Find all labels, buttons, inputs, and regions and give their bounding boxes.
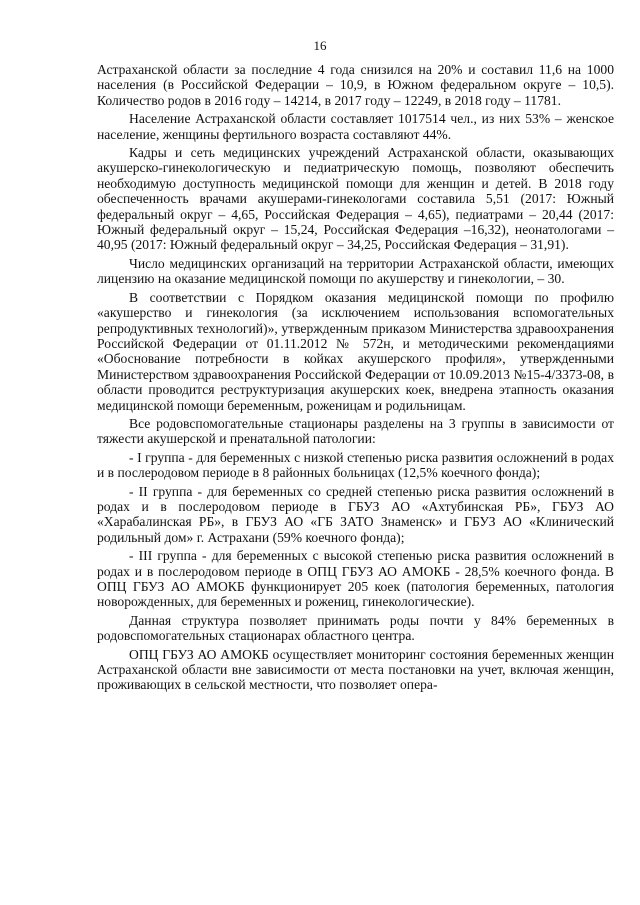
paragraph-groups-intro: Все родовспомогательные стационары разделены на 3 группы в зависимости от тяжести акушерской и пренатальной патологии: bbox=[97, 415, 614, 447]
paragraph-monitoring: ОПЦ ГБУЗ АО АМОКБ осуществляет мониторинг состояния беременных женщин Астраханской области вне зависимости от места постановки на учет, включая женщин, проживающих в сельской местности, что позволяет опера- bbox=[97, 646, 614, 693]
page-number: 16 bbox=[313, 38, 327, 53]
paragraph-birth-rate: Астраханской области за последние 4 года снизился на 20% и составил 11,6 на 1000 населения (в Российской Федерации – 10,9, в Южном федеральном округе – 10,5). Количество родов в 2016 году – 14214, в 2017 году – 12249, в 2018 году – 11781. bbox=[97, 62, 614, 108]
paragraph-structure: Данная структура позволяет принимать роды почти у 84% беременных в родовспомогательных стационарах областного центра. bbox=[97, 612, 614, 644]
paragraph-staffing: Кадры и сеть медицинских учреждений Астраханской области, оказывающих акушерско-гинекологическую и педиатрическую помощь, позволяют обеспечить необходимую доступность медицинской помощи для женщин и детей. В 2018 году обеспеченность врачами акушерами-гинекологами составила 5,51 (2017: Южный федеральный округ – 4,65, Российская Федерация – 4,65), педиатрами – 20,44 (2017: Южный федеральный округ – 15,24, Российская Федерация –16,32), неонатологами – 40,95 (2017: Южный федеральный округ – 34,25, Российская Федерация – 31,91). bbox=[97, 145, 614, 253]
paragraph-group-2: - II группа - для беременных со средней степенью риска развития осложнений в родах и в послеродовом периоде в ГБУЗ АО «Ахтубинская РБ», ГБУЗ АО «Харабалинская РБ», в ГБУЗ АО «ГБ ЗАТО Знаменск» и ГБУЗ АО «Клинический родильный дом» г. Астрахани (59% коечного фонда); bbox=[97, 483, 614, 545]
paragraph-population: Население Астраханской области составляет 1017514 чел., из них 53% – женское население, женщины фертильного возраста составляют 44%. bbox=[97, 111, 614, 142]
page-body bbox=[97, 62, 614, 696]
paragraph-group-1: - I группа - для беременных с низкой степенью риска развития осложнений в родах и в послеродовом периоде в 8 районных больницах (12,5% коечного фонда); bbox=[97, 449, 614, 481]
paragraph-group-3: - III группа - для беременных с высокой степенью риска развития осложнений в родах и в послеродовом периоде в ОПЦ ГБУЗ АО АМОКБ - 28,5% коечного фонда. В ОПЦ ГБУЗ АО АМОКБ функционирует 205 коек (патология беременных, патология новорожденных, для беременных и рожениц, гинекологические). bbox=[97, 548, 614, 610]
paragraph-organizations: Число медицинских организаций на территории Астраханской области, имеющих лицензию на оказание медицинской помощи по акушерству и гинекологии, – 30. bbox=[97, 255, 614, 287]
paragraph-restructuring: В соответствии с Порядком оказания медицинской помощи по профилю «акушерство и гинекология (за исключением использования вспомогательных репродуктивных технологий)», утвержденным приказом Министерства здравоохранения Российской Федерации от 01.11.2012 № 572н, и методическими рекомендациями «Обоснование потребности в койках акушерского профиля», утвержденными Министерством здравоохранения Российской Федерации от 10.09.2013 №15-4/3373-08, в области проводится реструктуризация акушерских коек, внедрена этапность оказания медицинской помощи беременным, роженицам и родильницам. bbox=[97, 289, 614, 413]
